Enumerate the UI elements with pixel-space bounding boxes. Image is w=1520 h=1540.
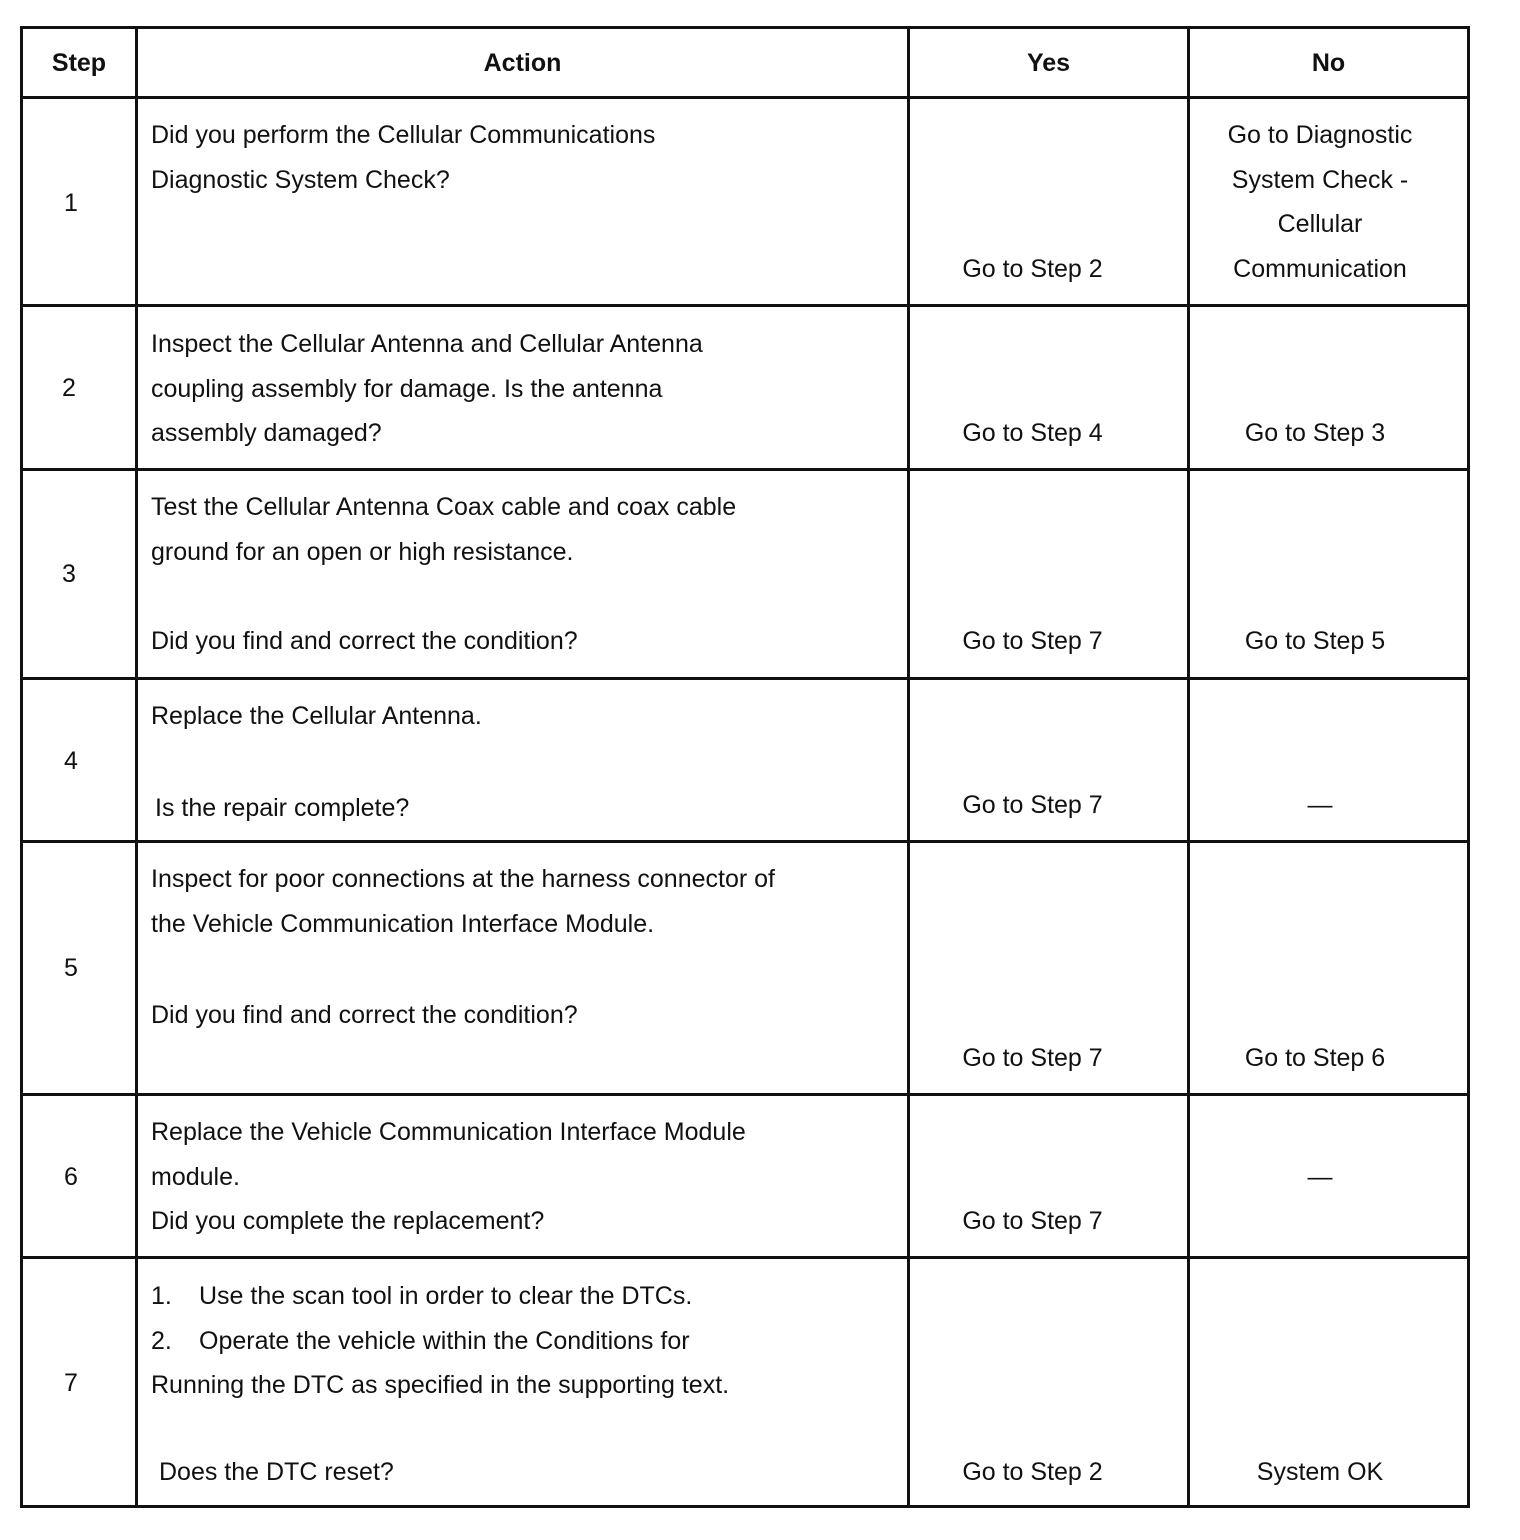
header-step: Step bbox=[51, 49, 107, 77]
action-text: Inspect the Cellular Antenna and Cellular Antenna coupling assembly for damage. Is the antenna assembly damaged? bbox=[151, 330, 703, 447]
header-no: No bbox=[1311, 49, 1346, 77]
row-divider bbox=[23, 677, 1467, 680]
yes-text: Go to Step 2 bbox=[962, 1458, 1103, 1486]
action-text: Replace the Vehicle Communication Interface Module module. Did you complete the replacement? bbox=[151, 1118, 746, 1235]
yes-text: Go to Step 7 bbox=[962, 791, 1103, 819]
no-text: Go to Diagnostic System Check - Cellular Communication bbox=[1227, 121, 1413, 283]
list-item-text: Operate the vehicle within the Conditions for bbox=[199, 1326, 690, 1355]
action-list bbox=[151, 1274, 729, 1408]
no-text: System OK bbox=[1256, 1458, 1384, 1486]
action-text: Test the Cellular Antenna Coax cable and coax cable ground for an open or high resistance. bbox=[151, 493, 737, 566]
yes-text: Go to Step 7 bbox=[962, 1207, 1103, 1235]
list-item bbox=[151, 1319, 729, 1364]
action-question: Does the DTC reset? bbox=[159, 1458, 394, 1486]
row-divider bbox=[23, 304, 1467, 307]
row-divider bbox=[23, 1093, 1467, 1096]
header-yes: Yes bbox=[1026, 49, 1071, 77]
action-question: Is the repair complete? bbox=[155, 794, 410, 822]
step-number: 2 bbox=[62, 374, 76, 402]
action-continuation: Running the DTC as specified in the supporting text. bbox=[151, 1371, 730, 1399]
row-divider bbox=[23, 1256, 1467, 1259]
step-number: 7 bbox=[64, 1369, 78, 1397]
row-divider bbox=[23, 840, 1467, 843]
no-text: — bbox=[1307, 1163, 1333, 1191]
step-number: 1 bbox=[64, 189, 78, 217]
action-text: Inspect for poor connections at the harness connector of the Vehicle Communication Interface Module. bbox=[151, 865, 775, 938]
yes-text: Go to Step 7 bbox=[962, 1044, 1103, 1072]
col-divider bbox=[135, 29, 138, 1505]
header-action: Action bbox=[483, 49, 562, 77]
list-item-number: 2. bbox=[151, 1326, 172, 1355]
no-text: — bbox=[1307, 791, 1333, 819]
list-item-number: 1. bbox=[151, 1282, 172, 1310]
action-text: Did you perform the Cellular Communications Diagnostic System Check? bbox=[151, 121, 656, 194]
no-text: Go to Step 3 bbox=[1244, 419, 1386, 447]
step-number: 6 bbox=[64, 1163, 78, 1191]
action-text: Replace the Cellular Antenna. bbox=[151, 702, 482, 730]
no-text: Go to Step 6 bbox=[1244, 1044, 1386, 1072]
yes-text: Go to Step 7 bbox=[962, 627, 1103, 655]
yes-text: Go to Step 2 bbox=[962, 255, 1103, 283]
step-number: 5 bbox=[64, 954, 78, 982]
list-item bbox=[151, 1274, 729, 1319]
step-number: 4 bbox=[64, 747, 78, 775]
action-question: Did you find and correct the condition? bbox=[151, 1001, 578, 1029]
row-divider bbox=[23, 468, 1467, 471]
step-number: 3 bbox=[62, 560, 76, 588]
diagnostic-table bbox=[20, 26, 1470, 1508]
action-question: Did you find and correct the condition? bbox=[151, 627, 578, 655]
list-item-text: Use the scan tool in order to clear the DTCs. bbox=[199, 1282, 693, 1310]
yes-text: Go to Step 4 bbox=[962, 419, 1103, 447]
no-text: Go to Step 5 bbox=[1244, 627, 1386, 655]
